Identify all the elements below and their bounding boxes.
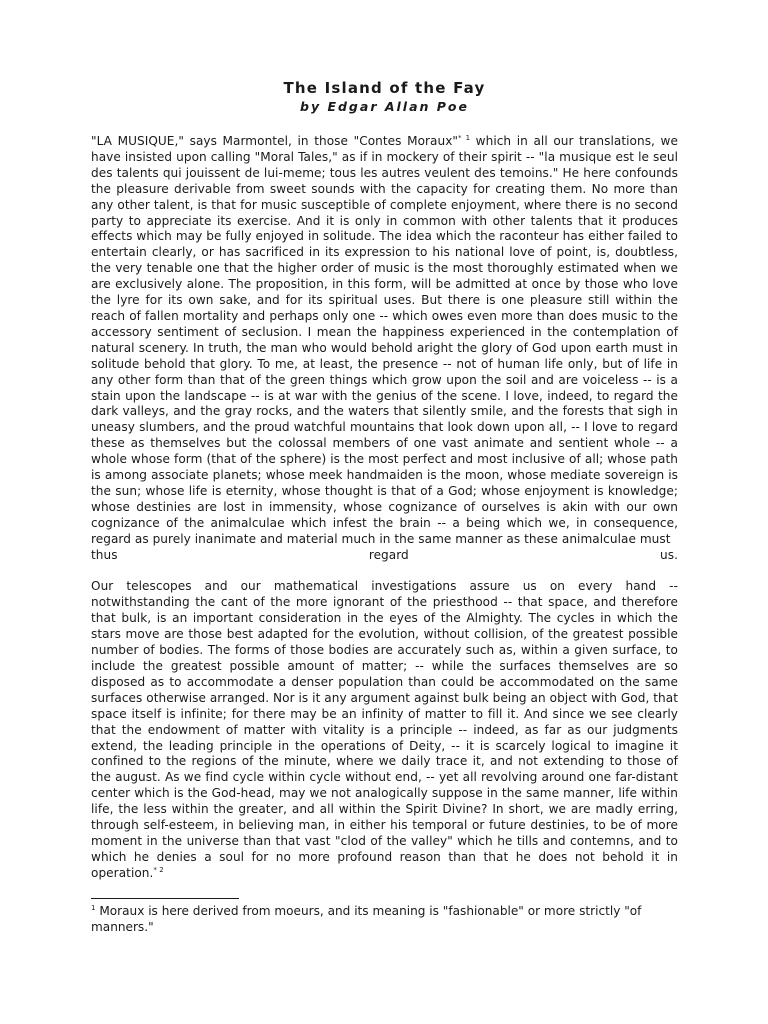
footnote-text: Moraux is here derived from moeurs, and its meaning is "fashionable" or more strictly "of manners."	[91, 903, 642, 934]
paragraph-1-text-rest: which in all our translations, we have insisted upon calling "Moral Tales," as if in mockery of their spirit -- "la musique est le seul des talents qui jouissent de lui-meme; tous les autres veulent des temoins." He here confounds the pleasure derivable from sweet sounds with the capacity for creating them. No more than any other talent, is that for music susceptible of complete enjoyment, where there is no second party to appreciate its exercise. And it is only in common with other talents that it produces effects which may be fully enjoyed in solitude. The idea which the raconteur has either failed to entertain clearly, or has sacrificed in its expression to his national love of point, is, doubtless, the very tenable one that the higher order of music is the most thoroughly estimated when we are exclusively alone. The proposition, in this form, will be admitted at once by those who love the lyre for its own sake, and for its spiritual uses. But there is one pleasure still within the reach of fallen mortality and perhaps only one -- which owes even more than does music to the accessory sentiment of seclusion. I mean the happiness experienced in the contemplation of natural scenery. In truth, the man who would behold aright the glory of God upon earth must in solitude behold that glory. To me, at least, the presence -- not of human life only, but of life in any other form than that of the green things which grow upon the soil and are voiceless -- is a stain upon the landscape -- is at war with the genius of the scene. I love, indeed, to regard the dark valleys, and the gray rocks, and the waters that silently smile, and the forests that sigh in uneasy slumbers, and the proud watchful mountains that look down upon all, -- I love to regard these as themselves but the colossal members of one vast animate and sentient whole -- a whole whose form (that of the sphere) is the most perfect and most inclusive of all; whose path is among associate planets; whose meek handmaiden is the moon, whose mediate sovereign is the sun; whose life is eternity, whose thought is that of a God; whose enjoyment is knowledge; whose destinies are lost in immensity, whose cognizance of ourselves is akin with our own cognizance of the animalculae which infest the brain -- a being which we, in consequence, regard as purely inanimate and material much in the same manner as these animalculae must	[91, 134, 678, 546]
document-byline: by Edgar Allan Poe	[300, 99, 469, 114]
footnote-reference-1[interactable]: * 1	[458, 133, 471, 142]
paragraph-2-text: Our telescopes and our mathematical investigations assure us on every hand -- notwithstanding the cant of the more ignorant of the priesthood -- that space, and therefore that bulk, is an important consideration in the eyes of the Almighty. The cycles in which the stars move are those best adapted for the evolution, without collision, of the greatest possible number of bodies. The forms of those bodies are accurately such as, within a given surface, to include the greatest possible amount of matter; -- while the surfaces themselves are so disposed as to accommodate a denser population than could be accommodated on the same surfaces otherwise arranged. Nor is it any argument against bulk being an object with God, that space itself is infinite; for there may be an infinity of matter to fill it. And since we see clearly that the endowment of matter with vitality is a principle -- indeed, as far as our judgments extend, the leading principle in the operations of Deity, -- it is scarcely logical to imagine it confined to the regions of the minute, where we daily trace it, and not extending to those of the august. As we find cycle within cycle without end, -- yet all revolving around one far-distant center which is the God-head, may we not analogically suppose in the same manner, life within life, the less within the greater, and all within the Spirit Divine? In short, we are madly erring, through self-esteem, in believing man, in either his temporal or future destinies, to be of more moment in the universe than that vast "clod of the valley" which he tills and contemns, and to which he denies a soul for no more profound reason than that he does not behold it in operation.	[91, 579, 678, 880]
document-title: The Island of the Fay	[283, 79, 486, 97]
paragraph-2	[91, 579, 678, 881]
footnote-reference-2[interactable]: * 2	[153, 865, 164, 874]
paragraph-1	[91, 134, 678, 563]
document-page	[91, 78, 678, 935]
last-line-word: regard	[368, 547, 409, 562]
paragraph-1-text-start: "LA MUSIQUE," says Marmontel, in those "Contes Moraux"	[91, 134, 459, 148]
footnote-mark: 1	[91, 903, 96, 912]
paragraph-1-last-line	[91, 548, 678, 564]
footnote	[91, 903, 678, 935]
footnote-divider	[91, 898, 239, 899]
last-line-word: us.	[660, 547, 678, 562]
last-line-word: thus	[91, 547, 118, 562]
